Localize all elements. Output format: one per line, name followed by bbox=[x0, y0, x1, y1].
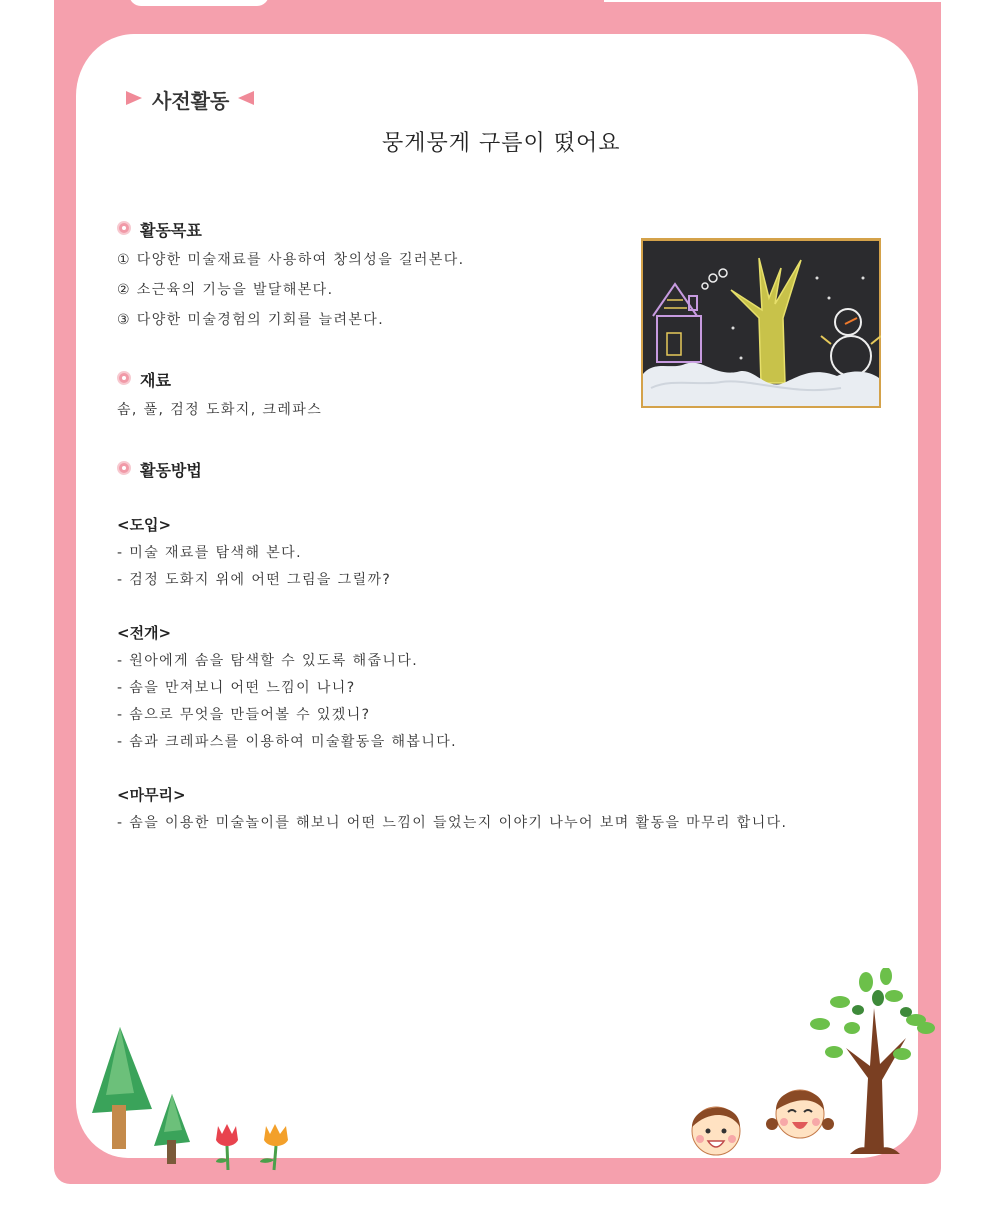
goal-item: ① 다양한 미술재료를 사용하여 창의성을 길러본다. bbox=[117, 252, 465, 268]
paper-sheet bbox=[76, 34, 918, 1158]
child-face-icon bbox=[764, 1078, 836, 1148]
bullet-icon bbox=[117, 371, 131, 385]
goal-item: ③ 다양한 미술경험의 기회를 늘려본다. bbox=[117, 312, 385, 328]
arrow-right-icon bbox=[126, 89, 144, 107]
tree-icon bbox=[152, 1092, 192, 1164]
intro-item: - 미술 재료를 탐색해 본다. bbox=[117, 545, 302, 561]
closing-item: - 솜을 이용한 미술놀이를 해보니 어떤 느낌이 들었는지 이야기 나누어 보며 활동을 마무리 합니다. bbox=[117, 815, 788, 831]
flower-icon bbox=[258, 1122, 294, 1172]
intro-label: <도입> bbox=[117, 516, 172, 534]
goal-item: ② 소근육의 기능을 발달해본다. bbox=[117, 282, 334, 298]
development-item: - 솜으로 무엇을 만들어볼 수 있겠니? bbox=[117, 707, 371, 723]
development-item: - 원아에게 솜을 탐색할 수 있도록 해줍니다. bbox=[117, 653, 419, 669]
method-heading: 활동방법 bbox=[140, 461, 202, 480]
development-label: <전개> bbox=[117, 624, 172, 642]
arrow-left-icon bbox=[238, 89, 256, 107]
goals-heading: 활동목표 bbox=[140, 221, 202, 240]
section-label: 사전활동 bbox=[152, 89, 230, 113]
bullet-icon bbox=[117, 221, 131, 235]
materials-heading: 재료 bbox=[140, 371, 171, 390]
flower-icon bbox=[210, 1122, 244, 1172]
frame-top-line bbox=[604, 0, 992, 2]
closing-label: <마무리> bbox=[117, 786, 186, 804]
child-face-icon bbox=[686, 1093, 746, 1163]
artwork-photo bbox=[641, 238, 881, 408]
bullet-icon bbox=[117, 461, 131, 475]
development-item: - 솜과 크레파스를 이용하여 미술활동을 해봅니다. bbox=[117, 734, 458, 750]
frame-tab bbox=[129, 0, 269, 6]
development-item: - 솜을 만져보니 어떤 느낌이 나니? bbox=[117, 680, 356, 696]
page-title: 뭉게뭉게 구름이 떴어요 bbox=[382, 131, 621, 156]
materials-text: 솜, 풀, 검정 도화지, 크레파스 bbox=[117, 402, 323, 418]
intro-item: - 검정 도화지 위에 어떤 그림을 그릴까? bbox=[117, 572, 392, 588]
tree-icon bbox=[90, 1025, 154, 1150]
